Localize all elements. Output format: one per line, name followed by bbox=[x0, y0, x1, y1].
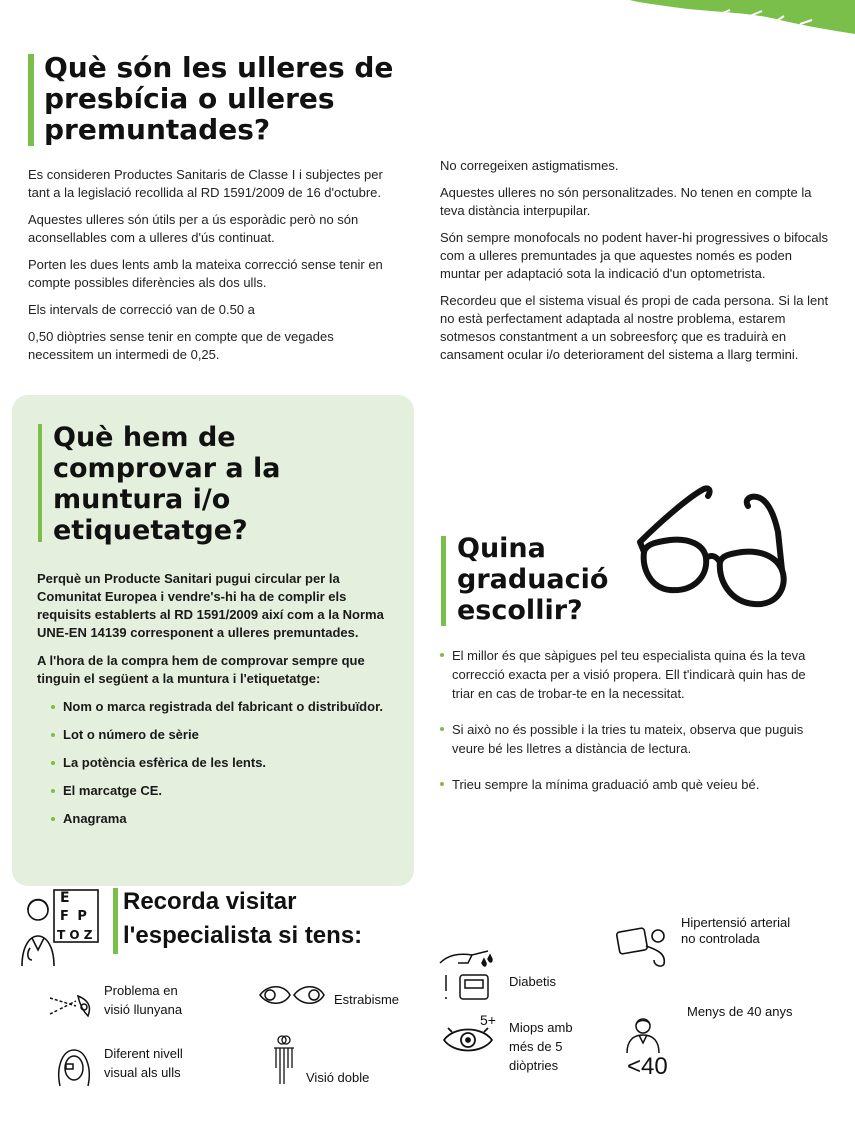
strabismus-icon bbox=[258, 982, 326, 1008]
eye-chart-row: T O Z bbox=[57, 928, 93, 942]
section3-title-line: escollir? bbox=[457, 595, 583, 626]
paragraph: Es consideren Productes Sanitaris de Classe I i subjectes per tant a la legislació recollida al RD 1591/2009 de 16 d'octubre. bbox=[28, 167, 383, 200]
eye-chart-row: F P bbox=[60, 909, 89, 924]
checklist-item: La potència esfèrica de les lents. bbox=[51, 754, 392, 772]
paragraph: Són sempre monofocals no podent haver-hi progressives o bifocals com a ulleres premuntades ja que aquestes només es poden muntar per adaptació sota la indicació d'un optometrista. bbox=[440, 230, 829, 281]
myopia-badge: 5+ bbox=[480, 1012, 496, 1028]
section3-title-line: Quina bbox=[457, 533, 546, 564]
blood-pressure-icon bbox=[614, 924, 672, 968]
eye-chart-row: E bbox=[60, 890, 70, 906]
graduation-tips bbox=[440, 646, 830, 794]
section2-title-line: Què hem de bbox=[53, 422, 236, 453]
condition-far-vision: Problema en visió llunyana bbox=[104, 983, 183, 1017]
checklist-item: Lot o número de sèrie bbox=[51, 726, 392, 744]
condition-under-40: Menys de 40 anys bbox=[687, 1004, 793, 1019]
paragraph: Recordeu que el sistema visual és propi de cada persona. Si la lent no està perfectament adaptada al nostre problema, estarem sotmesos constantment a un sobreesforç que es traduirà en cansament ocular i/o deteriorament del sistema a llarg termini. bbox=[440, 293, 829, 362]
condition-diabetes: Diabetis bbox=[509, 974, 556, 989]
face-eye-test-icon bbox=[54, 1046, 94, 1090]
section1-right-column bbox=[440, 157, 830, 373]
checklist-item: El marcatge CE. bbox=[51, 782, 392, 800]
checklist-item: Anagrama bbox=[51, 810, 392, 828]
paragraph: Aquestes ulleres són útils per a ús esporàdic però no són aconsellables com a ulleres d'ús continuat. bbox=[28, 212, 359, 245]
eye-icon bbox=[442, 1022, 494, 1058]
paragraph: Porten les dues lents amb la mateixa correcció sense tenir en compte possibles diferències als dos ulls. bbox=[28, 257, 383, 290]
section1-title-line: Què són les ulleres de bbox=[44, 51, 394, 84]
paragraph: No corregeixen astigmatismes. bbox=[440, 158, 619, 173]
section3-title-line: graduació bbox=[457, 564, 609, 595]
section4-title bbox=[123, 885, 362, 953]
paragraph: 0,50 diòptries sense tenir en compte que de vegades necessitem un intermedi de 0,25. bbox=[28, 329, 334, 362]
condition-strabismus: Estrabisme bbox=[334, 992, 400, 1007]
tip-item: El millor és que sàpigues pel teu especialista quina és la teva correcció exacta per a visió propera. Ell t'indicarà quin has de triar en cas de trobar-te en la necessitat. bbox=[440, 646, 830, 703]
tip-item: Trieu sempre la mínima graduació amb què veieu bé. bbox=[440, 775, 830, 794]
double-vision-person-icon bbox=[266, 1034, 302, 1086]
condition-double-vision: Visió doble bbox=[306, 1070, 370, 1085]
under-40-badge: <40 bbox=[627, 1053, 668, 1080]
section1-left-column bbox=[28, 166, 398, 373]
section3-title bbox=[457, 533, 657, 626]
section2-body bbox=[37, 570, 392, 828]
paragraph: A l'hora de la compra hem de comprovar sempre que tinguin el següent a la muntura i l'etiquetatge: bbox=[37, 653, 365, 686]
paragraph: Aquestes ulleres no són personalitzades. No tenen en compte la teva distància interpupilar. bbox=[440, 185, 812, 218]
section2-title bbox=[53, 422, 383, 546]
section2-title-line: etiquetatge? bbox=[53, 515, 248, 546]
person-icon bbox=[625, 1015, 661, 1055]
section2-accent-bar bbox=[38, 424, 42, 542]
tip-item: Si això no és possible i la tries tu mateix, observa que puguis veure bé les lletres a distància de lectura. bbox=[440, 720, 830, 758]
section2-title-line: muntura i/o bbox=[53, 484, 231, 515]
corner-brush-decoration bbox=[600, 0, 855, 40]
section4-title-line: Recorda visitar bbox=[123, 888, 297, 915]
section1-title bbox=[44, 52, 424, 145]
checklist bbox=[51, 698, 392, 828]
paragraph: Perquè un Producte Sanitari pugui circular per la Comunitat Europea i vendre's-hi ha de complir els requisits establerts al RD 1591/2009 així com a la Norma UNE-EN 14139 corresponent a ulleres premuntades. bbox=[37, 571, 384, 640]
condition-different-level: Diferent nivell visual als ulls bbox=[104, 1046, 183, 1080]
paragraph: Els intervals de correcció van de 0.50 a bbox=[28, 302, 255, 317]
checklist-item: Nom o marca registrada del fabricant o distribuïdor. bbox=[51, 698, 392, 716]
section1-title-line: presbícia o ulleres bbox=[44, 82, 335, 115]
section4-accent-bar bbox=[113, 888, 118, 954]
section1-accent-bar bbox=[28, 54, 34, 146]
section4-title-line: l'especialista si tens: bbox=[123, 922, 363, 949]
condition-myopia: Miops amb més de 5 diòptries bbox=[509, 1020, 573, 1073]
section3-accent-bar bbox=[441, 536, 446, 626]
condition-hypertension: Hipertensió arterial no controlada bbox=[681, 915, 791, 946]
section2-title-line: comprovar a la bbox=[53, 453, 281, 484]
diabetes-glucose-icon bbox=[438, 945, 504, 1003]
section1-title-line: premuntades? bbox=[44, 113, 271, 146]
far-vision-icon bbox=[48, 992, 98, 1022]
